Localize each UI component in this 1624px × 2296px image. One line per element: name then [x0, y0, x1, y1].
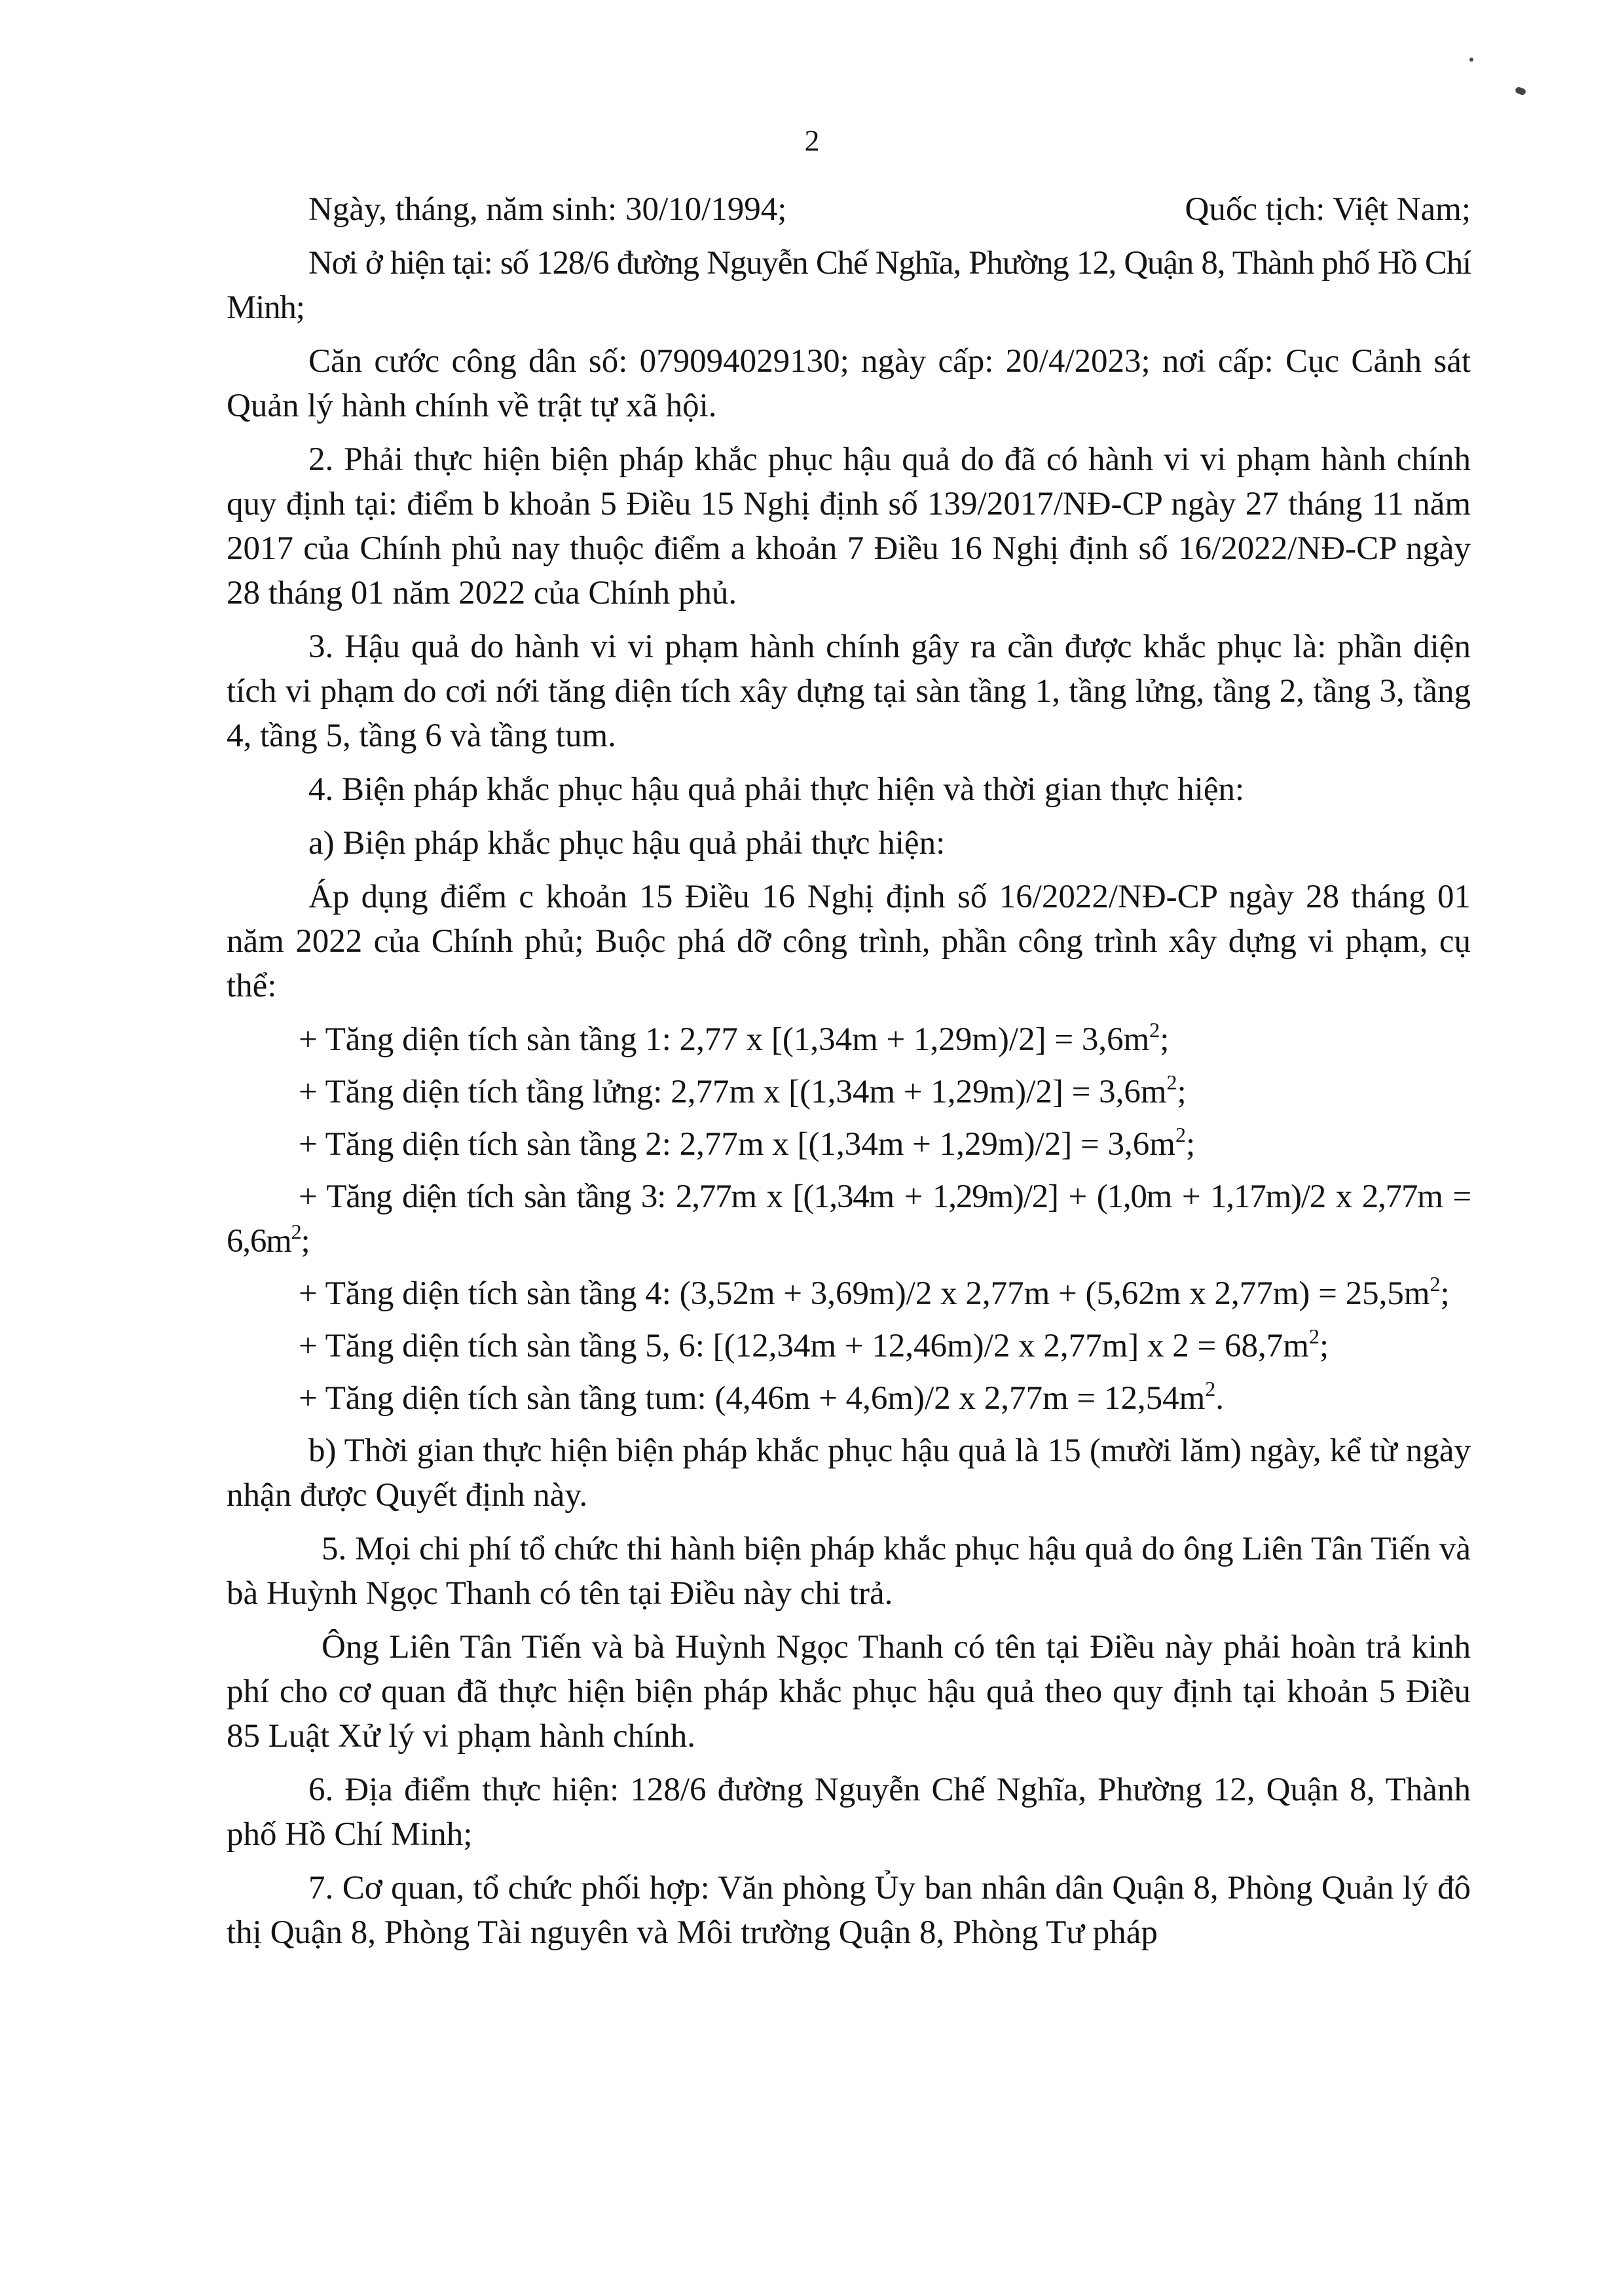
page-number: 2 [804, 124, 820, 157]
formula-floor-5-6: + Tăng diện tích sàn tầng 5, 6: [(12,34m + 12,46m)/2 x 2,77m] x $2 = 68,7m^2$; [299, 1324, 1329, 1364]
scan-speck [1469, 58, 1473, 62]
formula-floor-1: + Tăng diện tích sàn tầng 1: 2,77 x $[(1,34m + 1,29m)/2] = 3,6m^2$; [299, 1018, 1170, 1058]
item-4-paragraph: 4. Biện pháp khắc phục hậu quả phải thực hiện và thời gian thực hiện: [308, 771, 1245, 808]
birth-date: Ngày, tháng, năm sinh: 30/10/1994; [308, 191, 787, 228]
formula-floor-3: + Tăng diện tích sàn tầng 3: 2,77m x [(1,34m + 1,29m)/2] + (1,0m + 1,17m)/2 x $2,77m = 6,6m^2$; [227, 1178, 1471, 1260]
formula-mezzanine: + Tăng diện tích tầng lửng: 2,77m x $[(1,34m + 1,29m)/2] = 3,6m^2$; [299, 1070, 1187, 1110]
nationality: Quốc tịch: Việt Nam; [1185, 191, 1471, 228]
document-body [227, 187, 1471, 1964]
item-5-refund-paragraph: Ông Liên Tân Tiến và bà Huỳnh Ngọc Thanh có tên tại Điều này phải hoàn trả kinh phí cho cơ quan đã thực hiện biện pháp khắc phục hậu quả theo quy định tại khoản 5 Điều 85 Luật Xử lý vi phạm hành chính. [227, 1629, 1471, 1755]
formula-floor-2: + Tăng diện tích sàn tầng 2: 2,77m x $[(1,34m + 1,29m)/2] = 3,6m^2$; [299, 1123, 1196, 1163]
item-4b-paragraph: b) Thời gian thực hiện biện pháp khắc phục hậu quả là 15 (mười lăm) ngày, kể từ ngày nhận được Quyết định này. [227, 1432, 1471, 1514]
birth-nationality-line [227, 187, 1471, 232]
formula-floor-tum: + Tăng diện tích sàn tầng tum: (4,46m + 4,6m)/2 x $2,77m = 12,54m^2$. [299, 1377, 1225, 1417]
item-2-paragraph: 2. Phải thực hiện biện pháp khắc phục hậu quả do đã có hành vi vi phạm hành chính quy định tại: điểm b khoản 5 Điều 15 Nghị định số 139/2017/NĐ-CP ngày 27 tháng 11 năm 2017 của Chính phủ nay thuộc điểm a khoản 7 Điều 16 Nghị định số 16/2022/NĐ-CP ngày 28 tháng 01 năm 2022 của Chính phủ. [227, 441, 1471, 611]
item-4a-detail: Áp dụng điểm c khoản 15 Điều 16 Nghị định số 16/2022/NĐ-CP ngày 28 tháng 01 năm 2022 của Chính phủ; Buộc phá dỡ công trình, phần công trình xây dựng vi phạm, cụ thể: [227, 879, 1471, 1004]
item-7-paragraph: 7. Cơ quan, tổ chức phối hợp: Văn phòng Ủy ban nhân dân Quận 8, Phòng Quản lý đô thị Quận 8, Phòng Tài nguyên và Môi trường Quận 8, Phòng Tư pháp [227, 1870, 1471, 1951]
residence-paragraph: Nơi ở hiện tại: số 128/6 đường Nguyễn Chế Nghĩa, Phường 12, Quận 8, Thành phố Hồ Chí Minh; [227, 245, 1471, 326]
item-5-paragraph: 5. Mọi chi phí tổ chức thi hành biện pháp khắc phục hậu quả do ông Liên Tân Tiến và bà Huỳnh Ngọc Thanh có tên tại Điều này chi trả. [227, 1531, 1471, 1612]
citizen-id-paragraph: Căn cước công dân số: 079094029130; ngày cấp: 20/4/2023; nơi cấp: Cục Cảnh sát Quản lý hành chính về trật tự xã hội. [227, 343, 1471, 424]
formula-floor-4: + Tăng diện tích sàn tầng 4: (3,52m + 3,69m)/2 x 2,77m + (5,62m x $2,77m) = 25,5m^2$; [299, 1272, 1450, 1312]
scan-speck [1515, 86, 1526, 96]
item-3-paragraph: 3. Hậu quả do hành vi vi phạm hành chính gây ra cần được khắc phục là: phần diện tích vi phạm do cơi nới tăng diện tích xây dựng tại sàn tầng 1, tầng lửng, tầng 2, tầng 3, tầng 4, tầng 5, tầng 6 và tầng tum. [227, 629, 1471, 754]
item-4a-heading: a) Biện pháp khắc phục hậu quả phải thực hiện: [308, 825, 946, 862]
item-6-paragraph: 6. Địa điểm thực hiện: 128/6 đường Nguyễn Chế Nghĩa, Phường 12, Quận 8, Thành phố Hồ Chí Minh; [227, 1772, 1471, 1853]
